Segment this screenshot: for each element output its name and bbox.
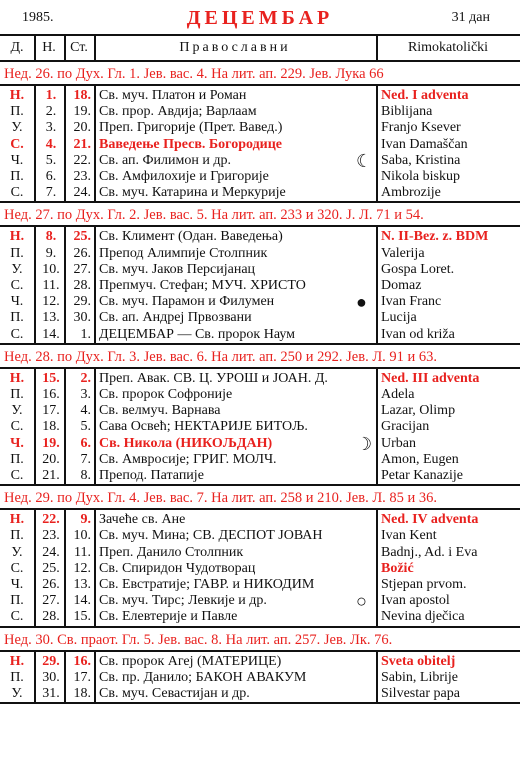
moon-phase-icon: ● [356,292,367,313]
day-column [0,227,34,344]
new-date-cell: 15. [42,370,60,386]
orthodox-saint-cell: Св. муч. Јаков Персијанац [99,261,256,277]
day-cell: С. [10,609,24,625]
old-date-column [64,86,94,203]
orthodox-saint-column [94,227,376,344]
day-column [0,86,34,203]
catholic-saint-cell: Ivan Kent [381,528,437,544]
catholic-saint-cell: Ivan Franc [381,294,442,310]
old-date-cell: 27. [73,261,91,277]
catholic-saint-cell: Badnj., Ad. i Eva [381,544,478,560]
new-date-cell: 22. [42,512,60,528]
catholic-saint-column [376,510,520,627]
catholic-saint-cell: Lazar, Olimp [381,403,456,419]
old-date-cell: 29. [73,294,91,310]
old-date-cell: 21. [73,136,91,152]
catholic-saint-column [376,369,520,486]
day-cell: У. [11,261,23,277]
day-cell: С. [10,136,24,152]
new-date-cell: 31. [42,685,60,701]
orthodox-saint-cell: Св. Никола (НИКОЉДАН) [99,435,273,451]
orthodox-saint-cell: Св. муч. Тирс; Левкије и др. [99,593,267,609]
day-cell: У. [11,120,23,136]
day-column [0,369,34,486]
year-label: 1985. [22,10,54,25]
sunday-reading-line: Нед. 30. Св. праот. Гл. 5. Јев. вас. 8. На лит. ап. 257. Јев. Лк. 76. [0,628,520,652]
old-date-cell: 4. [80,403,91,419]
old-date-cell: 6. [80,435,91,451]
day-cell: Н. [9,370,25,386]
orthodox-saint-column [94,652,376,705]
new-date-cell: 19. [42,435,60,451]
orthodox-saint-cell: Преп. Григорије (Прет. Вавед.) [99,120,283,136]
new-date-cell: 21. [42,467,60,483]
old-date-cell: 5. [80,419,91,435]
orthodox-saint-cell: Препмуч. Стефан; МУЧ. ХРИСТО [99,277,306,293]
orthodox-saint-cell: Св. пророк Софроније [99,386,233,402]
day-cell: У. [11,685,23,701]
new-date-cell: 28. [42,609,60,625]
day-cell: П. [10,310,24,326]
orthodox-saint-cell: Св. Амфилохије и Григорије [99,168,269,184]
old-date-column [64,369,94,486]
orthodox-saint-cell: Препод. Патапије [99,467,204,483]
new-date-cell: 4. [45,136,57,152]
old-date-cell: 9. [80,512,91,528]
catholic-saint-cell: Nevina dječica [381,609,465,625]
month-title: ДЕЦЕМБАР [186,7,334,29]
new-date-cell: 8. [45,229,57,245]
catholic-saint-cell: Domaz [381,277,422,293]
orthodox-saint-cell: Св. Евстратије; ГАВР. и НИКОДИМ [99,576,315,592]
day-cell: П. [10,528,24,544]
catholic-saint-column [376,86,520,203]
day-cell: Н. [9,653,25,669]
old-date-cell: 23. [73,168,91,184]
old-date-cell: 26. [73,245,91,261]
orthodox-saint-cell: Св. Елевтерије и Павле [99,609,238,625]
orthodox-saint-column [94,369,376,486]
day-cell: Н. [9,229,25,245]
orthodox-saint-cell: Св. прор. Авдија; Варлаам [99,104,257,120]
calendar-title-bar [0,0,520,34]
orthodox-saint-column [94,86,376,203]
col-header-day: Д. [10,40,24,55]
new-date-column [34,86,66,203]
week-block [0,510,520,627]
orthodox-saint-cell: Св. муч. Платон и Роман [99,88,247,103]
orthodox-saint-cell: Св. ап. Андреј Првозвани [99,310,252,326]
old-date-cell: 14. [73,593,91,609]
old-date-cell: 24. [73,185,91,201]
old-date-cell: 3. [80,386,91,402]
day-column [0,652,34,705]
day-cell: С. [10,419,24,435]
catholic-saint-cell: Urban [381,435,416,451]
new-date-cell: 16. [42,386,60,402]
catholic-saint-cell: Franjo Ksever [381,120,461,136]
catholic-saint-cell: Gracijan [381,419,430,435]
day-cell: П. [10,386,24,402]
old-date-cell: 22. [73,152,91,168]
new-date-column [34,369,66,486]
catholic-saint-cell: Ambrozije [381,185,441,201]
orthodox-saint-cell: Св. Климент (Одан. Ваведења) [99,229,283,245]
orthodox-saint-cell: Св. муч. Парамон и Филумен [99,294,275,310]
catholic-saint-cell: Biblijana [381,104,433,120]
old-date-cell: 16. [73,653,91,669]
catholic-saint-column [376,227,520,344]
new-date-cell: 11. [42,277,60,293]
new-date-column [34,510,66,627]
old-date-cell: 11. [74,544,91,560]
catholic-saint-cell: Ned. I adventa [381,88,469,103]
old-date-cell: 18. [73,88,91,103]
orthodox-saint-cell: Св. ап. Филимон и др. [99,152,231,168]
col-header-orthodox: Православни [179,40,291,55]
new-date-cell: 2. [45,104,57,120]
new-date-cell: 14. [42,326,60,342]
week-divider [0,702,520,704]
new-date-cell: 9. [45,245,57,261]
orthodox-saint-cell: Св. велмуч. Варнава [99,403,221,419]
catholic-saint-cell: Silvestar papa [381,685,460,701]
day-cell: П. [10,451,24,467]
catholic-saint-cell: Gospa Loret. [381,261,455,277]
catholic-saint-cell: Ivan od križa [381,326,455,342]
new-date-cell: 10. [42,261,60,277]
new-date-column [34,652,66,705]
new-date-cell: 12. [42,294,60,310]
old-date-column [64,227,94,344]
sunday-reading-line: Нед. 29. по Дух. Гл. 4. Јев. вас. 7. На лит. ап. 258 и 210. Јев. Л. 85 и 36. [0,486,520,510]
orthodox-saint-cell: Св. Спиридон Чудотворац [99,560,256,576]
catholic-saint-cell: Ivan Damaščan [381,136,468,152]
new-date-cell: 27. [42,593,60,609]
day-cell: Ч. [10,435,24,451]
moon-phase-icon: ☾ [356,150,373,171]
moon-phase-icon: ☽ [356,433,373,454]
day-cell: Ч. [10,576,24,592]
catholic-saint-cell: Lucija [381,310,417,326]
new-date-cell: 30. [42,669,60,685]
week-block [0,86,520,203]
new-date-cell: 3. [45,120,57,136]
catholic-saint-cell: Valerija [381,245,425,261]
catholic-saint-cell: Stjepan prvom. [381,576,467,592]
day-cell: Ч. [10,294,24,310]
catholic-saint-cell: Amon, Eugen [381,451,459,467]
sunday-reading-line: Нед. 27. по Дух. Гл. 2. Јев. вас. 5. На лит. ап. 233 и 320. Ј. Л. 71 и 54. [0,203,520,227]
day-cell: П. [10,593,24,609]
days-count: 31 дан [451,10,490,25]
old-date-cell: 30. [73,310,91,326]
new-date-cell: 7. [45,185,57,201]
old-date-cell: 17. [73,669,91,685]
orthodox-saint-cell: Св. муч. Мина; СВ. ДЕСПОТ ЈОВАН [99,528,323,544]
col-header-catholic: Rimokatolički [407,40,489,55]
catholic-saint-cell: Sabin, Librije [381,669,458,685]
catholic-saint-cell: Saba, Kristina [381,152,461,168]
col-header-old: Ст. [70,40,88,55]
day-cell: П. [10,104,24,120]
day-cell: П. [10,669,24,685]
catholic-saint-cell: Petar Kanazije [381,467,464,483]
new-date-cell: 20. [42,451,60,467]
old-date-cell: 2. [80,370,91,386]
new-date-cell: 17. [42,403,60,419]
new-date-cell: 29. [42,653,60,669]
old-date-column [64,652,94,705]
old-date-cell: 28. [73,277,91,293]
catholic-saint-cell: Sveta obitelj [381,653,456,669]
day-cell: П. [10,168,24,184]
old-date-cell: 7. [80,451,91,467]
catholic-saint-cell: Ned. III adventa [381,370,480,386]
catholic-saint-column [376,652,520,705]
catholic-saint-cell: Božić [381,560,414,576]
day-cell: С. [10,560,24,576]
new-date-cell: 25. [42,560,60,576]
orthodox-saint-cell: Препод Алимпије Столпник [99,245,268,261]
new-date-cell: 18. [42,419,60,435]
day-cell: П. [10,245,24,261]
old-date-cell: 13. [73,576,91,592]
orthodox-saint-column [94,510,376,627]
catholic-saint-cell: N. II-Bez. z. BDM [381,229,489,245]
orthodox-saint-cell: Зачеће св. Ане [99,512,186,528]
day-cell: У. [11,544,23,560]
moon-phase-icon: ○ [356,591,367,612]
day-column [0,510,34,627]
new-date-cell: 6. [45,168,57,184]
old-date-column [64,510,94,627]
day-cell: С. [10,185,24,201]
day-cell: С. [10,467,24,483]
old-date-cell: 12. [73,560,91,576]
old-date-cell: 18. [73,685,91,701]
new-date-cell: 23. [42,528,60,544]
old-date-cell: 1. [80,326,91,342]
orthodox-saint-cell: Св. Амвросије; ГРИГ. МОЛЧ. [99,451,277,467]
old-date-cell: 10. [73,528,91,544]
old-date-cell: 20. [73,120,91,136]
orthodox-saint-cell: Преп. Авак. СВ. Ц. УРОШ и ЈОАН. Д. [99,370,328,386]
new-date-cell: 24. [42,544,60,560]
col-header-new: Н. [42,40,56,55]
orthodox-saint-cell: Преп. Данило Столпник [99,544,244,560]
day-cell: С. [10,277,24,293]
orthodox-saint-cell: Св. пророк Агеј (МАТЕРИЦЕ) [99,653,282,669]
day-cell: У. [11,403,23,419]
sunday-reading-line: Нед. 28. по Дух. Гл. 3. Јев. вас. 6. На лит. ап. 250 и 292. Јев. Л. 91 и 63. [0,345,520,369]
catholic-saint-cell: Ivan apostol [381,593,450,609]
orthodox-saint-cell: Св. муч. Катарина и Меркурије [99,185,286,201]
orthodox-saint-cell: ДЕЦЕМБАР — Св. пророк Наум [99,326,295,342]
new-date-cell: 13. [42,310,60,326]
old-date-cell: 19. [73,104,91,120]
week-block [0,227,520,344]
day-cell: С. [10,326,24,342]
new-date-cell: 5. [45,152,57,168]
catholic-saint-cell: Nikola biskup [381,168,460,184]
day-cell: Ч. [10,152,24,168]
new-date-cell: 26. [42,576,60,592]
orthodox-saint-cell: Св. пр. Данило; БАКОН АВАКУМ [99,669,307,685]
column-header-row [0,34,520,62]
old-date-cell: 15. [73,609,91,625]
week-block [0,369,520,486]
day-cell: Н. [9,512,25,528]
old-date-cell: 8. [80,467,91,483]
new-date-cell: 1. [45,88,57,103]
orthodox-saint-cell: Ваведење Пресв. Богородице [99,136,283,152]
week-block [0,652,520,705]
old-date-cell: 25. [73,229,91,245]
orthodox-saint-cell: Сава Освећ; НЕКТАРИЈЕ БИТОЉ. [99,419,308,435]
catholic-saint-cell: Adela [381,386,415,402]
day-cell: Н. [9,88,25,103]
new-date-column [34,227,66,344]
catholic-saint-cell: Ned. IV adventa [381,512,479,528]
sunday-reading-line: Нед. 26. по Дух. Гл. 1. Јев. вас. 4. На лит. ап. 229. Јев. Лука 66 [0,62,520,86]
orthodox-saint-cell: Св. муч. Севастијан и др. [99,685,250,701]
